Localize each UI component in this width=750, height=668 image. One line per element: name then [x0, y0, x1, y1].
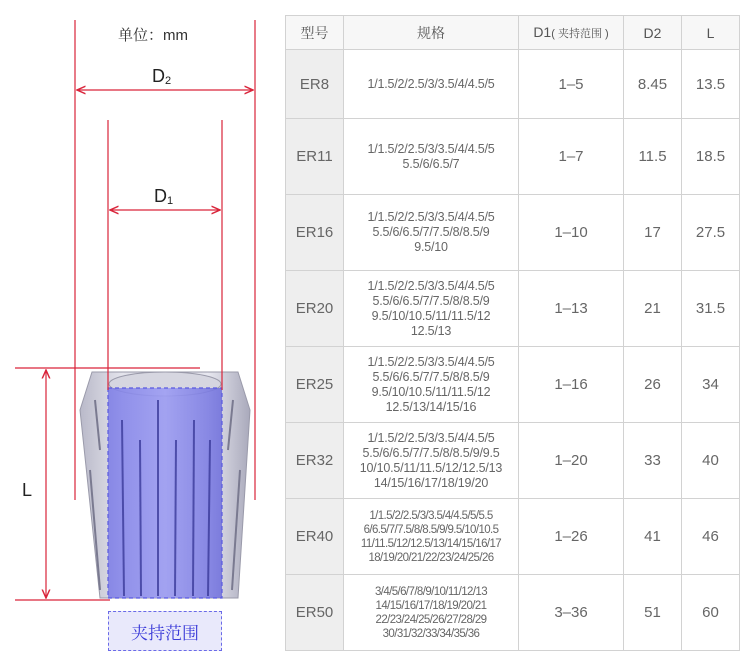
- d2-cell: 26: [624, 347, 682, 423]
- clamp-range-cell: 1–13: [519, 271, 624, 347]
- spec-line: 5.5/6/6.5/7: [402, 156, 460, 171]
- table-header-row: [286, 16, 740, 50]
- l-cell: 31.5: [682, 271, 740, 347]
- header-d1: D1( 夹持范围 ): [519, 16, 624, 50]
- unit-label: 单位：mm: [118, 27, 188, 44]
- spec-line: 1/1.5/2/2.5/3/3.5/4/4.5/5: [367, 210, 495, 224]
- spec-line: 1/1.5/2/2.5/3/3.5/4/4.5/5: [367, 76, 495, 91]
- l-cell: 46: [682, 499, 740, 575]
- table-row: [286, 271, 740, 347]
- spec-line: 22/23/24/25/26/27/28/29: [375, 613, 487, 626]
- l-label: L: [22, 480, 33, 500]
- spec-line: 6/6.5/7/7.5/8/8.5/9/9.5/10/10.5: [363, 523, 499, 536]
- model-cell: ER32: [286, 423, 344, 499]
- model-cell: ER16: [286, 195, 344, 271]
- spec-cell: [344, 575, 519, 651]
- table-row: [286, 50, 740, 119]
- model-cell: ER8: [286, 50, 344, 119]
- spec-line: 14/15/16/17/18/19/20: [373, 475, 489, 490]
- table-row: [286, 195, 740, 271]
- model-cell: ER40: [286, 499, 344, 575]
- l-cell: 34: [682, 347, 740, 423]
- l-cell: 60: [682, 575, 740, 651]
- l-cell: 27.5: [682, 195, 740, 271]
- table-row: [286, 119, 740, 195]
- collet-drawing: [0, 0, 285, 668]
- clamp-range-cell: 1–16: [519, 347, 624, 423]
- spec-line: 10/10.5/11/11.5/12/12.5/13: [359, 460, 503, 475]
- table-row: [286, 347, 740, 423]
- collet-diagram: [0, 0, 285, 668]
- spec-table: [285, 15, 740, 651]
- spec-line: 1/1.5/2/2.5/3/3.5/4/4.5/5: [367, 354, 495, 369]
- model-cell: ER20: [286, 271, 344, 347]
- spec-line: 12.5/13/14/15/16: [385, 399, 477, 414]
- spec-line: 14/15/16/17/18/19/20/21: [375, 599, 487, 612]
- spec-line: 9.5/10: [414, 240, 448, 254]
- spec-line: 5.5/6/6.5/7/7.5/8/8.5/9/9.5: [362, 445, 500, 460]
- header-d2: D2: [624, 16, 682, 50]
- spec-line: 3/4/5/6/7/8/9/10/11/12/13: [374, 585, 488, 598]
- spec-cell: [344, 50, 519, 119]
- clamp-range-cell: 1–26: [519, 499, 624, 575]
- spec-line: 1/1.5/2/2.5/3/3.5/4/4.5/5: [367, 430, 495, 445]
- l-cell: 13.5: [682, 50, 740, 119]
- model-cell: ER11: [286, 119, 344, 195]
- d2-cell: 8.45: [624, 50, 682, 119]
- spec-line: 11/11.5/12/12.5/13/14/15/16/17: [360, 537, 502, 550]
- clamp-range-cell: 1–7: [519, 119, 624, 195]
- d1-label: $D_1$: [154, 186, 174, 207]
- clamp-range-cell: 3–36: [519, 575, 624, 651]
- clamp-range-cell: 1–20: [519, 423, 624, 499]
- d2-cell: 51: [624, 575, 682, 651]
- d2-cell: 21: [624, 271, 682, 347]
- spec-line: 5.5/6/6.5/7/7.5/8/8.5/9: [372, 369, 490, 384]
- table-row: [286, 575, 740, 651]
- spec-cell: [344, 271, 519, 347]
- model-cell: ER25: [286, 347, 344, 423]
- spec-cell: [344, 195, 519, 271]
- spec-line: 18/19/20/21/22/23/24/25/26: [368, 551, 494, 564]
- spec-cell: [344, 347, 519, 423]
- clamp-range-label: 夹持范围: [108, 611, 222, 651]
- header-model: 型号: [286, 16, 344, 50]
- spec-line: 5.5/6/6.5/7/7.5/8/8.5/9: [372, 293, 490, 308]
- clamp-range-cell: 1–10: [519, 195, 624, 271]
- d2-label: $D_2$: [152, 66, 172, 87]
- spec-line: 9.5/10/10.5/11/11.5/12: [371, 308, 491, 323]
- spec-line: 1/1.5/2/2.5/3/3.5/4/4.5/5: [367, 141, 495, 156]
- clamp-range-cell: 1–5: [519, 50, 624, 119]
- spec-cell: [344, 499, 519, 575]
- spec-cell: [344, 423, 519, 499]
- table-row: [286, 499, 740, 575]
- l-cell: 40: [682, 423, 740, 499]
- clamp-range-overlay: [108, 388, 222, 598]
- header-l: L: [682, 16, 740, 50]
- d2-cell: 33: [624, 423, 682, 499]
- l-cell: 18.5: [682, 119, 740, 195]
- spec-line: 12.5/13: [410, 323, 452, 338]
- spec-line: 5.5/6/6.5/7/7.5/8/8.5/9: [372, 225, 490, 239]
- d2-cell: 11.5: [624, 119, 682, 195]
- spec-line: 1/1.5/2/2.5/3/3.5/4/4.5/5/5.5: [369, 509, 493, 522]
- spec-line: 30/31/32/33/34/35/36: [382, 627, 480, 640]
- spec-line: 9.5/10/10.5/11/11.5/12: [371, 384, 491, 399]
- spec-line: 1/1.5/2/2.5/3/3.5/4/4.5/5: [367, 278, 495, 293]
- spec-cell: [344, 119, 519, 195]
- model-cell: ER50: [286, 575, 344, 651]
- d2-cell: 17: [624, 195, 682, 271]
- d2-cell: 41: [624, 499, 682, 575]
- table-row: [286, 423, 740, 499]
- header-spec: 规格: [344, 16, 519, 50]
